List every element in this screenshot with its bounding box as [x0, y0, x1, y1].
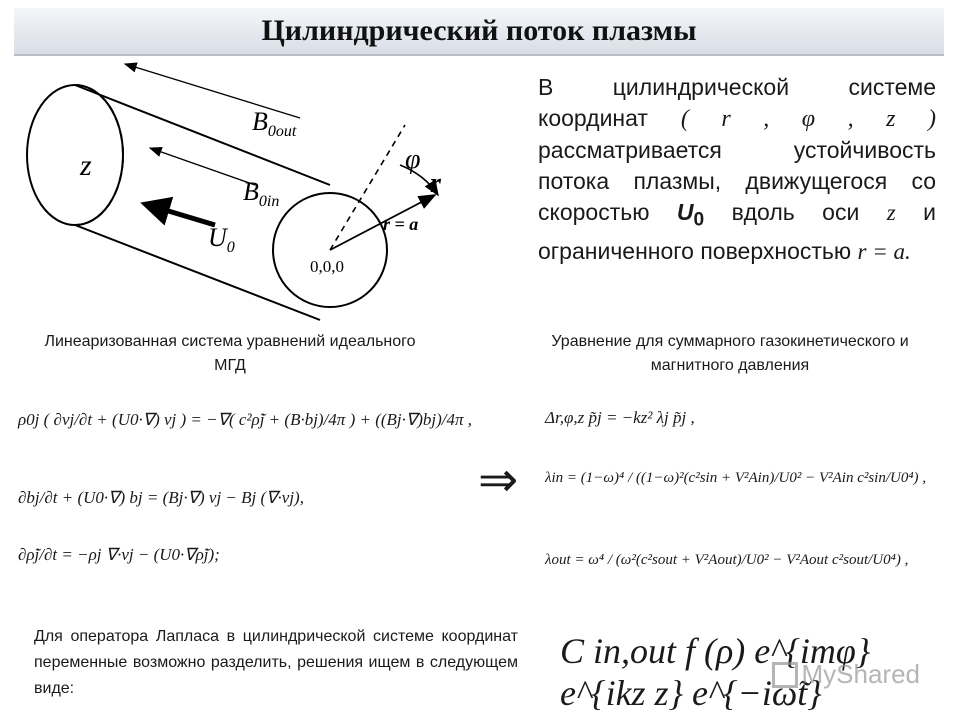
watermark-logo-icon: [772, 662, 798, 688]
coordinates-tuple: ( r , φ , z ): [680, 106, 936, 132]
mhd-caption: Линеаризованная система уравнений идеального МГД: [44, 333, 416, 374]
solution-form: C in,out f (ρ) e^{imφ} e^{ikz z} e^{−iω̃t}: [560, 631, 871, 713]
pressure-caption: Уравнение для суммарного газокинетического и магнитного давления: [551, 333, 909, 374]
mhd-equation-1: ρ0j ( ∂vj/∂t + (U0·∇) vj ) = −∇( c²ρ̃j + (B·bj)/4π ) + ((Bj·∇)bj)/4π ,: [18, 410, 473, 429]
slide-title: Цилиндрический поток плазмы: [261, 14, 697, 47]
mhd-equation-2: ∂bj/∂t + (U0·∇) bj = (Bj·∇) vj − Bj (∇·vj),: [18, 488, 304, 507]
b-in-label: $B_{0in}$: [243, 177, 280, 210]
b-out-arrow: [125, 64, 300, 118]
z-axis-label: z: [80, 149, 92, 182]
u0-arrow: [145, 204, 215, 225]
laplace-text: Для оператора Лапласа в цилиндрической системе координат переменные возможно разделить, решения ищем в следующем виде:: [34, 628, 518, 697]
intro-text: В цилиндрической системе координат ( r , φ , z ) рассматривается устойчивость потока плазмы, движущегося со скоростью $U_0$ вдоль оси z и ограниченного поверхностью r = a.: [538, 74, 937, 264]
b-in-arrow: [150, 148, 255, 185]
radius-label: r = a: [383, 214, 419, 234]
implies-symbol: ⇒: [478, 454, 519, 507]
origin-label: 0,0,0: [310, 257, 344, 276]
mhd-equation-3: ∂ρ̃j/∂t = −ρj ∇·vj − (U0·∇ρ̃j);: [18, 545, 220, 564]
lambda-in-equation: λin = (1−ω)⁴ / ((1−ω)²(c²sin + V²Ain)/U0² − V²Ain c²sin/U0⁴) ,: [545, 470, 927, 486]
u0-label: $U_0$: [208, 223, 235, 256]
watermark: MyShared: [772, 659, 921, 690]
phi-label: φ: [405, 144, 421, 175]
slide-title-bar: [14, 8, 944, 56]
b-out-label: $B_{0out}$: [252, 107, 297, 140]
r-label: r: [430, 168, 441, 199]
pressure-equation: Δr,φ,z p̃j = −kz² λj p̃j ,: [545, 408, 695, 427]
lambda-out-equation: λout = ω⁴ / (ω²(c²sout + V²Aout)/U0² − V²Aout c²sout/U0⁴) ,: [545, 552, 909, 568]
